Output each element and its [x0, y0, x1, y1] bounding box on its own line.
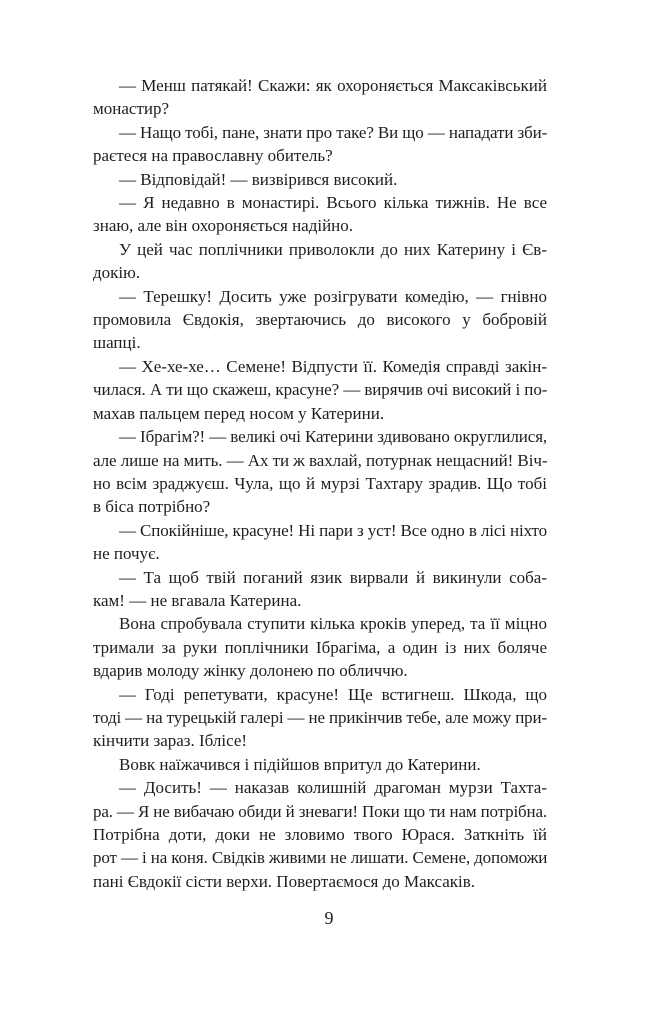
paragraph	[93, 612, 547, 682]
text-line: — Та щоб твій поганий язик вирвали й викинули соба-	[119, 567, 547, 587]
text-line: пані Євдокії сісти верхи. Повертаємося до Максаків.	[93, 871, 476, 891]
page-number: 9	[324, 908, 334, 928]
text-line: — Годі репетувати, красуне! Ще встигнеш. Шкода, що	[119, 684, 547, 704]
text-line: — Спокійніше, красуне! Ні пари з уст! Все одно в лісі ніхто	[119, 520, 547, 540]
text-line: — Хе-хе-хе… Семене! Відпусти її. Комедія справді закін-	[119, 356, 547, 376]
paragraph	[93, 425, 547, 519]
text-line: кінчити зараз. Іблісе!	[93, 731, 248, 751]
text-line: шапці.	[93, 333, 141, 353]
paragraph	[93, 355, 547, 425]
text-line: Вона спробувала ступити кілька кроків уперед, та її міцно	[119, 614, 547, 634]
text-line: — Досить! — наказав колишній драгоман мурзи Тахта-	[119, 778, 547, 798]
text-line: — Я недавно в монастирі. Всього кілька тижнів. Не все	[119, 193, 547, 213]
text-line: знаю, але він охороняється надійно.	[93, 216, 354, 236]
paragraph	[93, 753, 547, 776]
text-line: — Менш патякай! Скажи: як охороняється Максаківський	[119, 76, 547, 95]
text-line: — Терешку! Досить уже розігрувати комедію, — гнівно	[119, 286, 547, 306]
text-line: Вовк наїжачився і підійшов впритул до Катерини.	[119, 754, 481, 774]
text-line: тримали за руки поплічники Ібрагіма, а один із них боляче	[93, 637, 547, 657]
text-line: тоді — на турецькій галері — не прикінчив тебе, але можу при-	[93, 707, 548, 727]
text-line: промовила Євдокія, звертаючись до високого у бобровій	[93, 310, 547, 330]
paragraph	[93, 285, 547, 355]
text-line: не почує.	[93, 544, 160, 564]
text-line: кам! — не вгавала Катерина.	[93, 590, 302, 610]
paragraph	[93, 121, 547, 168]
text-line: но всім зраджуєш. Чула, що й мурзі Тахтару зрадив. Що тобі	[93, 473, 547, 493]
paragraph	[93, 683, 547, 753]
paragraph	[93, 519, 547, 566]
text-line: рот — і на коня. Свідків живими не лишати. Семене, допоможи	[93, 848, 548, 868]
paragraph	[93, 566, 547, 613]
text-line: ра. — Я не вибачаю обиди й зневаги! Поки що ти нам потрібна.	[93, 801, 547, 821]
body-text	[93, 74, 547, 893]
text-line: — Нащо тобі, пане, знати про таке? Ви що — нападати зби-	[119, 122, 548, 142]
text-line: монастир?	[93, 99, 170, 119]
paragraph	[93, 191, 547, 238]
paragraph	[93, 74, 547, 121]
text-line: У цей час поплічники приволокли до них Катерину і Єв-	[119, 239, 547, 259]
text-line: — Відповідай! — визвірився високий.	[119, 169, 398, 189]
text-line: раєтеся на православну обитель?	[93, 146, 333, 166]
text-line: але лише на мить. — Ах ти ж вахлай, потурнак нещасний! Віч-	[93, 450, 548, 470]
paragraph	[93, 238, 547, 285]
text-line: докію.	[93, 263, 141, 283]
text-line: чилася. А ти що скажеш, красуне? — вирячив очі високий і по-	[93, 380, 548, 400]
paragraph	[93, 168, 547, 191]
text-line: в біса потрібно?	[93, 497, 211, 517]
text-line: вдарив молоду жінку долонею по обличчю.	[93, 661, 408, 681]
text-line: Потрібна доти, доки не зловимо твого Юрася. Заткніть їй	[93, 825, 547, 844]
text-line: махав пальцем перед носом у Катерини.	[93, 403, 385, 423]
text-line: — Ібрагім?! — великі очі Катерини здивовано округлилися,	[119, 427, 548, 447]
paragraph	[93, 776, 547, 893]
